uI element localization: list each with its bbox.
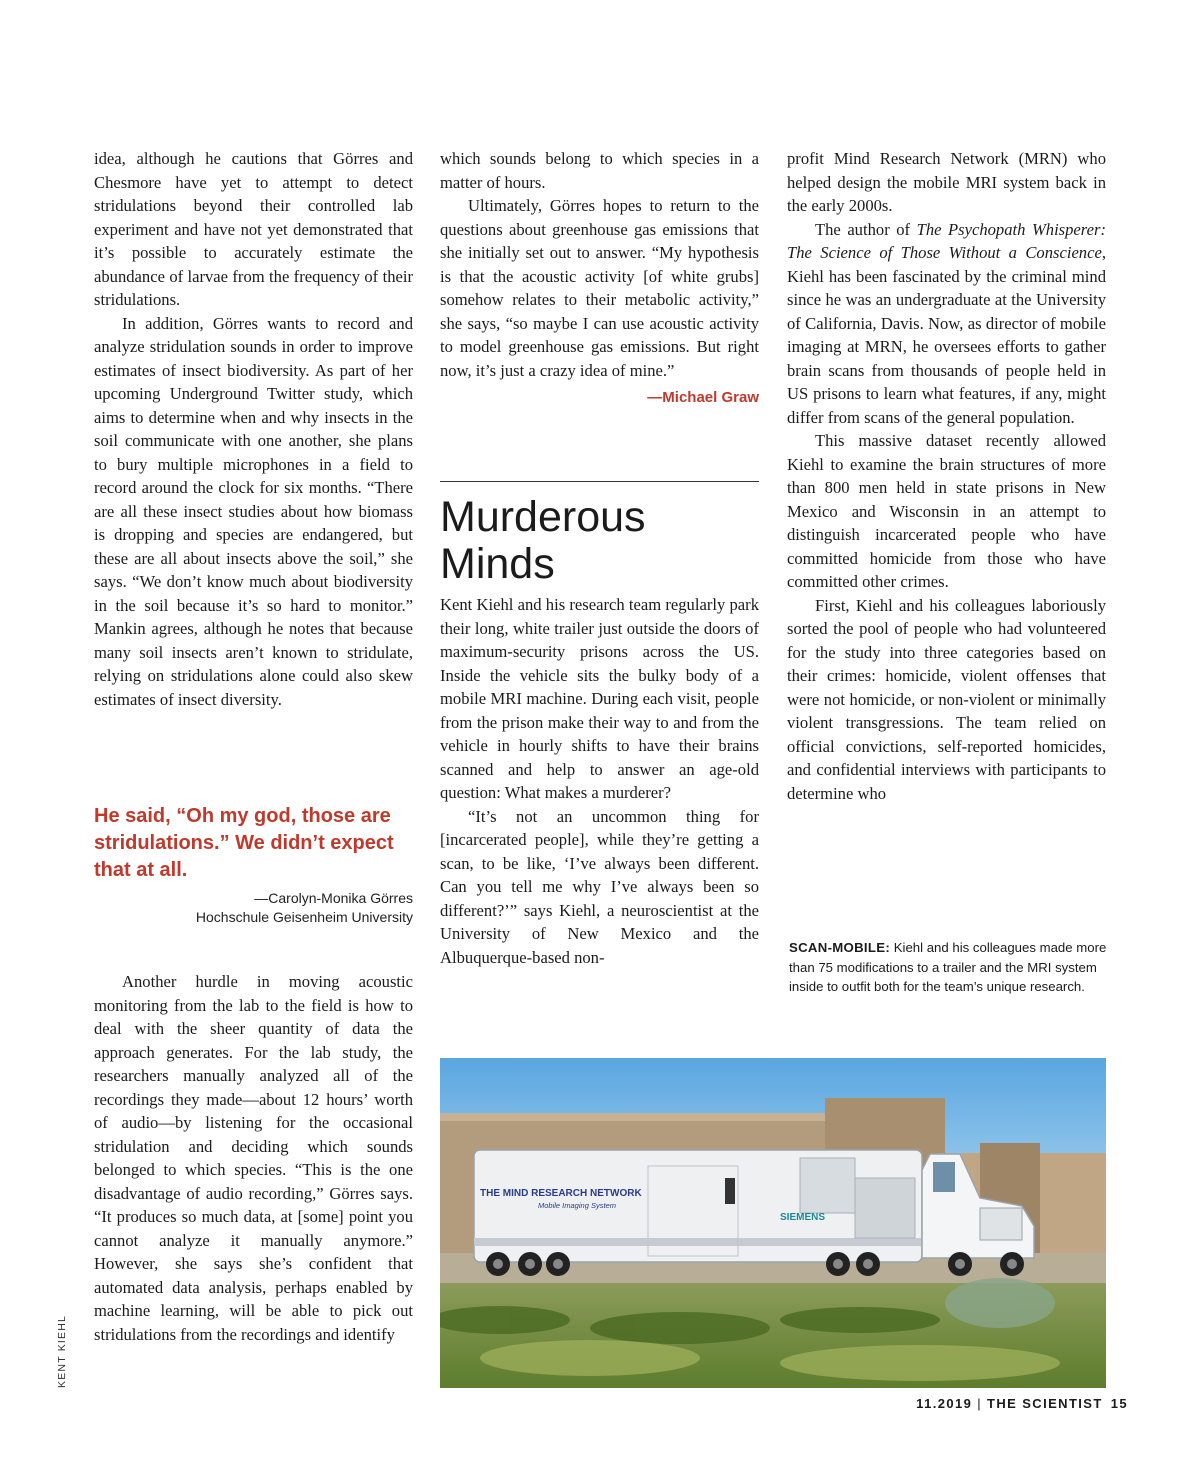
body-paragraph: idea, although he cautions that Görres and Chesmore have yet to attempt to detect stridulations beyond their controlled lab experiment and have not yet demonstrated that it’s possible to accurately estimate the abundance of larvae from the frequency of their stridulations. xyxy=(94,149,413,309)
page-number: 15 xyxy=(1110,1396,1128,1411)
pull-quote-author: —Carolyn-Monika Görres xyxy=(254,890,413,906)
caption-text: Kiehl and his colleagues made more than 75 modifications to a trailer and the MRI system inside to outfit both for the team’s unique research. xyxy=(789,940,1107,994)
book-title: The Psychopath Whisperer: The Science of Those Without a Conscience xyxy=(787,219,1106,262)
author-byline: —Michael Graw xyxy=(647,389,759,406)
text-run: , Kiehl has been fascinated by the criminal mind since he was an undergraduate at the University of California, Davis. Now, as director of mobile imaging at MRN, he oversees efforts to gather brain scans from thousands of people held in US prisons to learn what features, if any, might differ from scans of the general population. xyxy=(787,243,1106,427)
body-paragraph: profit Mind Research Network (MRN) who helped design the mobile MRI system back in the early 2000s. xyxy=(787,149,1106,215)
section-divider xyxy=(440,481,759,482)
magazine-name: THE SCIENTIST xyxy=(987,1396,1103,1411)
column-3 xyxy=(787,147,1106,805)
body-paragraph: Kent Kiehl and his research team regularly park their long, white trailer just outside the doors of maximum-security prisons across the US. Inside the vehicle sits the bulky body of a mobile MRI machine. During each visit, people from the prison make their way to and from the vehicle in hourly shifts to have their brains scanned and help to answer an age-old question: What makes a murderer? xyxy=(440,595,759,802)
truck-trailer xyxy=(474,1150,922,1262)
pull-quote-affiliation: Hochschule Geisenheim University xyxy=(195,909,413,925)
photo-caption xyxy=(789,938,1111,997)
page-footer xyxy=(916,1396,1128,1411)
column-2-continued xyxy=(440,593,759,969)
caption-label: SCAN-MOBILE: xyxy=(789,940,891,955)
body-paragraph: In addition, Görres wants to record and analyze stridulation sounds in order to improve estimates of insect biodiversity. As part of her upcoming Underground Twitter study, which aims to determine when and why insects in the soil communicate with one another, she plans to bury multiple microphones in a field to record around the clock for six months. “There are all these insect studies about how biomass is dropping and species are endangered, but these are all about insects above the soil,” she says. “We don’t know much about biodiversity in the soil because it’s so hard to monitor.” Mankin agrees, although he notes that because many soil insects aren’t known to stridulate, relying on stridulations alone could also skew estimates of insect diversity. xyxy=(94,313,413,709)
issue-date: 11.2019 xyxy=(916,1396,973,1411)
pull-quote: He said, “Oh my god, those are stridulations.” We didn’t expect that at all. xyxy=(94,805,394,881)
truck-photo xyxy=(440,1058,1106,1388)
body-paragraph: “It’s not an uncommon thing for [incarcerated people], while they’re getting a scan, to be like, ‘I’ve always been different. Can you tell me why I’ve always been so different?’” says Kiehl, a neuroscientist at the University of New Mexico and the Albuquerque-based non- xyxy=(440,806,759,967)
column-1-continued xyxy=(94,970,413,1346)
truck-subtitle-text: Mobile Imaging System xyxy=(538,1201,616,1210)
truck-brand-text: SIEMENS xyxy=(780,1212,826,1223)
column-1 xyxy=(94,147,413,711)
truck-logo-text: THE MIND RESEARCH NETWORK xyxy=(480,1188,642,1199)
body-paragraph: which sounds belong to which species in a matter of hours. xyxy=(440,149,759,192)
body-paragraph: Another hurdle in moving acoustic monitoring from the lab to the field is how to deal with the sheer quantity of data the approach generates. For the lab study, the researchers manually analyzed all of the recordings they made—about 12 hours’ worth of audio—by listening for the occasional stridulation and deciding which sounds belonged to which species. “This is the one disadvantage of audio recording,” Görres says. “It produces so much data, at [some] point you cannot analyze it manually anymore.” However, she says she’s confident that automated data analysis, perhaps enabled by machine learning, will be able to pick out stridulations from the recordings and identify xyxy=(94,972,413,1344)
text-run: The author of xyxy=(815,219,917,239)
body-paragraph: First, Kiehl and his colleagues laboriously sorted the pool of people who had volunteered for the study into three categories based on their crimes: homicide, violent offenses that were not homicide, or non-violent or minimally violent transgressions. The team relied on official convictions, self-reported homicides, and confidential interviews with participants to determine who xyxy=(787,595,1106,803)
pull-quote-attribution xyxy=(94,889,413,927)
body-paragraph xyxy=(787,218,1106,430)
article-headline: Murderous Minds xyxy=(440,493,646,588)
body-paragraph: Ultimately, Görres hopes to return to the questions about greenhouse gas emissions that she initially set out to answer. “My hypothesis is that the acoustic activity [of white grubs] somehow relates to their metabolic activity,” she says, “so maybe I can use acoustic activity to model greenhouse gas emissions. But right now, it’s just a crazy idea of mine.” xyxy=(440,196,759,380)
column-2 xyxy=(440,147,759,410)
photo-credit: KENT KIEHL xyxy=(56,1314,68,1388)
footer-separator: | xyxy=(977,1396,983,1411)
body-paragraph: This massive dataset recently allowed Kiehl to examine the brain structures of more than 800 men held in state prisons in New Mexico and Wisconsin in an attempt to distinguish incarcerated people who have committed homicide from those who have committed other crimes. xyxy=(787,431,1106,591)
